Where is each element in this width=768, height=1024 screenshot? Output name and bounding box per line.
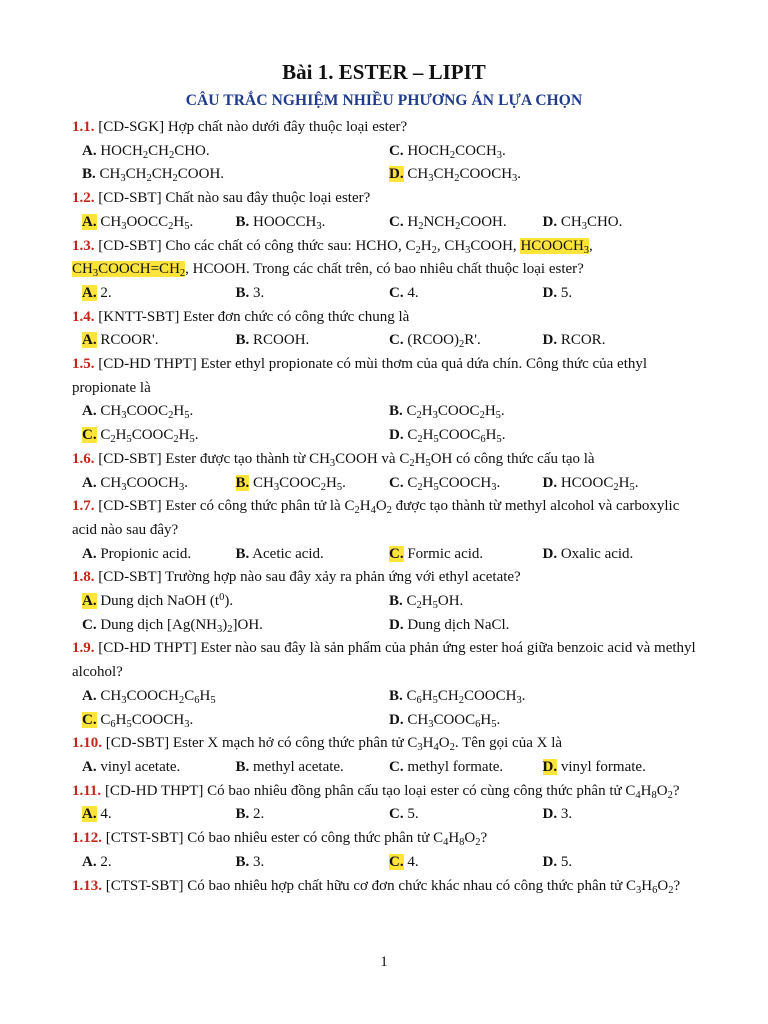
option-text: Oxalic acid. (557, 545, 634, 562)
question-number: 1.5. (72, 356, 95, 373)
option-a (82, 543, 236, 567)
question-text: [CD-SBT] Chất nào sau đây thuộc loại ester? (94, 190, 371, 207)
option-a (82, 851, 236, 875)
question-number: 1.10. (72, 735, 102, 752)
option-text: $H_2NCH_2COOH$. (403, 213, 507, 232)
question-4 (72, 306, 696, 330)
question-text: [CD-HD THPT] Ester ethyl propionate có mùi thơm của quả dứa chín. Công thức của ethyl propionate là (72, 356, 648, 396)
option-a (82, 400, 389, 424)
option-text: RCOR. (557, 332, 606, 349)
question-number: 1.4. (72, 308, 95, 325)
option-text: Propionic acid. (96, 545, 192, 562)
option-text: $C_2H_5COOC_2H_5$. (96, 427, 199, 446)
option-text: 5. (557, 853, 573, 870)
option-letter: D. (389, 616, 404, 633)
correct-answer-letter: D. (542, 758, 558, 775)
option-row (72, 590, 696, 614)
option-text: $CH_3COOCH_2C_6H_5$ (96, 687, 216, 706)
question-text: [CD-SGK] Hợp chất nào dưới đây thuộc loại ester? (94, 119, 408, 135)
option-text: vinyl formate. (557, 758, 646, 775)
option-text: $CH_3OOCC_2H_5$. (96, 213, 194, 232)
option-text: 4. (403, 853, 419, 870)
question-11 (72, 780, 696, 804)
option-c (82, 424, 389, 448)
option-a (82, 803, 236, 827)
option-row (72, 709, 696, 733)
option-text: methyl acetate. (249, 758, 344, 775)
option-letter: B. (235, 806, 250, 823)
option-letter: D. (542, 545, 558, 562)
question-number: 1.13. (72, 877, 102, 894)
option-b (389, 685, 696, 709)
option-letter: B. (389, 593, 403, 610)
option-b (389, 400, 696, 424)
option-letter: C. (82, 616, 97, 633)
option-letter: A. (82, 474, 97, 491)
option-c (389, 543, 543, 567)
option-d (543, 803, 697, 827)
option-d (543, 851, 697, 875)
option-text: Dung dịch NaCl. (403, 616, 510, 633)
option-text: $CH_3CH_2CH_2COOH$. (95, 166, 225, 185)
option-c (389, 803, 543, 827)
option-letter: B. (235, 332, 250, 349)
option-c (389, 756, 543, 780)
option-text: 2. (249, 806, 265, 823)
question-1 (72, 116, 696, 140)
option-letter: B. (82, 166, 96, 183)
correct-answer-letter: A. (82, 332, 97, 349)
option-letter: B. (235, 545, 250, 562)
option-letter: A. (82, 758, 97, 775)
option-text: 4. (403, 284, 419, 301)
question-10 (72, 732, 696, 756)
option-a (82, 329, 236, 353)
option-c (389, 472, 543, 496)
question-number: 1.9. (72, 640, 95, 657)
option-d (543, 282, 697, 306)
option-b (389, 590, 696, 614)
question-number: 1.7. (72, 498, 95, 515)
option-letter: A. (82, 403, 97, 420)
option-text: 2. (96, 853, 112, 870)
correct-answer-letter: A. (82, 593, 97, 610)
option-text: 3. (557, 806, 573, 823)
option-row (72, 803, 696, 827)
option-text: Dung dịch $[Ag(NH_3)_2]OH$. (96, 616, 263, 635)
option-text: $C_6H_5CH_2COOCH_3$. (402, 687, 526, 706)
option-row (72, 282, 696, 306)
option-a (82, 211, 236, 235)
question-text: [CD-SBT] Ester được tạo thành từ $CH_3COOH$ và $C_2H_5OH$ có công thức cấu tạo là (94, 450, 595, 469)
option-a (82, 140, 389, 164)
option-d (543, 472, 697, 496)
option-text: $C_6H_5COOCH_3$. (96, 711, 194, 730)
option-b (236, 282, 390, 306)
correct-answer-letter: C. (82, 427, 97, 444)
option-c (389, 851, 543, 875)
option-b (236, 543, 390, 567)
question-text: [CD-SBT] Ester X mạch hở có công thức phân tử $C_3H_4O_2$. Tên gọi của X là (102, 735, 563, 754)
question-8 (72, 566, 696, 590)
option-text: $C_2H_5OH$. (402, 593, 464, 612)
option-b (236, 756, 390, 780)
option-letter: B. (235, 758, 250, 775)
option-row (72, 543, 696, 567)
question-number: 1.11. (72, 782, 102, 799)
option-text: Dung dịch NaOH $(t^0)$. (96, 592, 234, 610)
option-letter: A. (82, 853, 97, 870)
page-number: 1 (380, 954, 388, 970)
question-7 (72, 495, 696, 542)
option-text: $C_2H_3COOC_2H_5$. (402, 403, 505, 422)
option-text: $HOCH_2COCH_3$. (403, 142, 506, 161)
option-letter: C. (389, 284, 404, 301)
option-a (82, 472, 236, 496)
option-letter: D. (389, 427, 404, 444)
option-letter: C. (389, 806, 404, 823)
option-text: RCOOH. (249, 332, 310, 349)
option-letter: D. (542, 853, 558, 870)
option-b (82, 163, 389, 187)
question-text: [CD-HD THPT] Ester nào sau đây là sản phẩm của phản ứng ester hoá giữa benzoic acid và methyl alcohol? (72, 640, 696, 681)
option-d (389, 163, 696, 187)
correct-answer-letter: C. (389, 545, 404, 562)
option-text: 5. (557, 284, 573, 301)
question-13 (72, 875, 696, 899)
option-letter: D. (389, 711, 404, 728)
document-page (72, 58, 696, 898)
question-text: [CD-HD THPT] Có bao nhiêu đồng phân cấu tạo loại ester có cùng công thức phân tử $C_4H_8O_2$? (101, 782, 680, 801)
option-letter: A. (82, 687, 97, 704)
option-text: $CH_3CHO$. (557, 213, 623, 232)
option-letter: C. (389, 474, 404, 491)
question-text: [KNTT-SBT] Ester đơn chức có công thức chung là (94, 308, 410, 325)
question-9 (72, 637, 696, 684)
option-b (236, 851, 390, 875)
option-c (389, 329, 543, 353)
option-letter: D. (542, 332, 558, 349)
option-d (543, 329, 697, 353)
option-row (72, 851, 696, 875)
option-text: $C_2H_5COOC_6H_5$. (403, 427, 506, 446)
option-letter: C. (389, 213, 404, 230)
option-letter: C. (389, 758, 404, 775)
correct-answer-letter: C. (389, 853, 404, 870)
option-row (72, 211, 696, 235)
option-d (543, 756, 697, 780)
option-letter: D. (542, 213, 558, 230)
option-letter: B. (389, 403, 403, 420)
lesson-title: Bài 1. ESTER – LIPIT (282, 60, 486, 84)
question-12 (72, 827, 696, 851)
question-number: 1.1. (72, 119, 95, 135)
option-letter: A. (82, 142, 97, 159)
section-subtitle: CÂU TRẮC NGHIỆM NHIỀU PHƯƠNG ÁN LỰA CHỌN (185, 92, 583, 109)
option-c (389, 140, 696, 164)
option-row (72, 756, 696, 780)
question-text: [CTST-SBT] Có bao nhiêu hợp chất hữu cơ đơn chức khác nhau có công thức phân tử $C_3H_6O_2$? (102, 877, 681, 896)
option-c (389, 282, 543, 306)
option-text: $CH_3COOC_6H_5$. (403, 711, 501, 730)
option-b (236, 803, 390, 827)
option-d (389, 424, 696, 448)
option-a (82, 282, 236, 306)
option-letter: B. (235, 213, 250, 230)
option-c (389, 211, 543, 235)
question-6 (72, 448, 696, 472)
question-text: [CD-SBT] Cho các chất có công thức sau: HCHO, $C_2H_2$, $CH_3COOH$, $HCOOCH_3$, $CH_3COOCH=CH_2$, HCOOH. Trong các chất trên, có bao nhiêu chất thuộc loại ester? (72, 237, 593, 280)
option-text: $HOOCCH_3$. (249, 213, 326, 232)
option-text: $CH_3CH_2COOCH_3$. (403, 166, 522, 185)
option-a (82, 756, 236, 780)
option-letter: C. (389, 332, 404, 349)
option-text: $HCOOC_2H_5$. (557, 474, 639, 493)
option-letter: A. (82, 545, 97, 562)
option-row (72, 472, 696, 496)
option-d (389, 614, 696, 638)
question-text: [CD-SBT] Ester có công thức phân tử là $C_2H_4O_2$ được tạo thành từ methyl alcohol và carboxylic acid nào sau đây? (72, 498, 680, 538)
option-text: $(RCOO)_2R'$. (403, 332, 481, 351)
option-d (543, 543, 697, 567)
option-letter: B. (235, 284, 250, 301)
option-c (82, 614, 389, 638)
option-text: $CH_3COOC_2H_5$. (96, 403, 194, 422)
option-row (72, 163, 696, 187)
option-text: Formic acid. (403, 545, 484, 562)
question-5 (72, 353, 696, 400)
option-b (236, 472, 390, 496)
option-letter: C. (389, 142, 404, 159)
option-letter: B. (235, 853, 250, 870)
option-letter: B. (389, 687, 403, 704)
option-row (72, 140, 696, 164)
question-text: [CD-SBT] Trường hợp nào sau đây xảy ra phản ứng với ethyl acetate? (94, 569, 521, 586)
option-letter: D. (542, 806, 558, 823)
correct-answer-letter: A. (82, 213, 97, 230)
option-text: 3. (249, 284, 265, 301)
question-number: 1.12. (72, 830, 102, 847)
option-text: RCOOR'. (96, 332, 159, 349)
question-2 (72, 187, 696, 211)
option-letter: D. (542, 284, 558, 301)
option-text: 4. (96, 806, 112, 823)
correct-answer-letter: B. (235, 474, 250, 491)
option-text: vinyl acetate. (96, 758, 181, 775)
option-text: Acetic acid. (249, 545, 324, 562)
option-letter: D. (542, 474, 558, 491)
option-b (236, 329, 390, 353)
option-b (236, 211, 390, 235)
option-c (82, 709, 389, 733)
option-row (72, 685, 696, 709)
option-text: 3. (249, 853, 265, 870)
option-text: $CH_3COOC_2H_5$. (249, 474, 346, 493)
correct-answer-letter: D. (389, 166, 404, 183)
option-text: $HOCH_2CH_2CHO$. (96, 142, 210, 161)
option-text: 5. (403, 806, 419, 823)
option-row (72, 424, 696, 448)
option-text: 2. (96, 284, 112, 301)
option-d (543, 211, 697, 235)
question-number: 1.2. (72, 190, 95, 207)
option-text: methyl formate. (403, 758, 504, 775)
option-text: $CH_3COOCH_3$. (96, 474, 188, 493)
option-row (72, 614, 696, 638)
option-text: $C_2H_5COOCH_3$. (403, 474, 501, 493)
question-number: 1.6. (72, 450, 95, 467)
question-text: [CTST-SBT] Có bao nhiêu ester có công thức phân tử $C_4H_8O_2$? (102, 830, 488, 849)
option-row (72, 400, 696, 424)
question-number: 1.8. (72, 569, 95, 586)
question-number: 1.3. (72, 237, 95, 254)
correct-answer-letter: A. (82, 806, 97, 823)
option-a (82, 590, 389, 614)
question-list (72, 116, 696, 898)
correct-answer-letter: C. (82, 711, 97, 728)
option-d (389, 709, 696, 733)
option-row (72, 329, 696, 353)
question-3 (72, 235, 696, 282)
correct-answer-letter: A. (82, 284, 97, 301)
option-a (82, 685, 389, 709)
